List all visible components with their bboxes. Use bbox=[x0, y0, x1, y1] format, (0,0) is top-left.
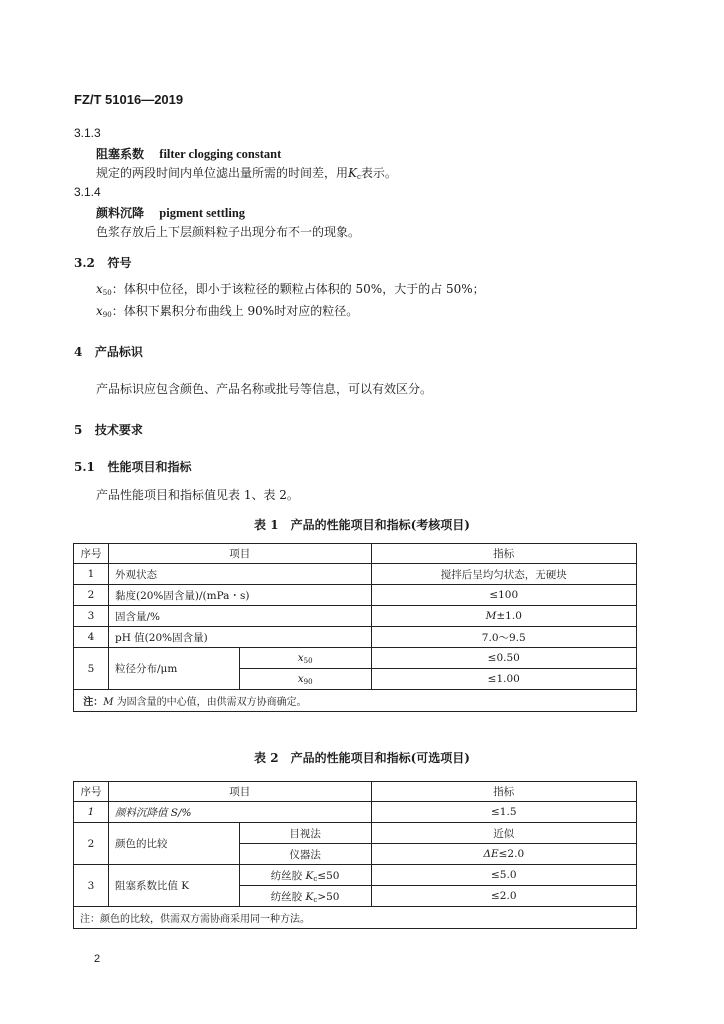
section-title: 技术要求 bbox=[94, 423, 143, 437]
symbol-k: K bbox=[305, 869, 314, 882]
section-3-2-heading bbox=[74, 254, 131, 271]
subitem-text: 纺丝胶 bbox=[270, 890, 303, 903]
table-row bbox=[74, 865, 637, 886]
term-filter-clogging bbox=[96, 145, 281, 162]
table-row bbox=[74, 564, 637, 585]
cell-item: 外观状态 bbox=[108, 564, 371, 585]
symbol-x: x bbox=[96, 282, 103, 296]
cell-no: 2 bbox=[74, 585, 109, 606]
header-index: 指标 bbox=[371, 782, 637, 802]
symbol-k: K bbox=[348, 166, 357, 180]
cell-index: 搅拌后呈均匀状态，无硬块 bbox=[371, 564, 637, 585]
cell-no: 5 bbox=[74, 648, 109, 690]
symbol-delta-e: ΔE bbox=[483, 848, 499, 860]
symbol-description: ：体积下累积分布曲线上 90%时对应的粒径。 bbox=[111, 304, 359, 318]
cell-subitem bbox=[239, 648, 371, 669]
symbol-subscript: 50 bbox=[102, 289, 112, 297]
table-row bbox=[74, 585, 637, 606]
table-1-caption: 表 1 产品的性能项目和指标(考核项目) bbox=[254, 518, 470, 532]
table-header-row bbox=[74, 782, 637, 802]
cell-index: ≤100 bbox=[371, 585, 637, 606]
cell-no: 2 bbox=[74, 823, 109, 865]
definition-pigment-settling: 色浆存放后上下层颜料粒子出现分布不一的现象。 bbox=[96, 225, 361, 239]
cell-index: ≤5.0 bbox=[371, 865, 637, 886]
page-number: 2 bbox=[94, 953, 101, 965]
cell-no: 4 bbox=[74, 627, 109, 648]
table-note-row bbox=[74, 907, 637, 929]
symbol-subscript: c bbox=[313, 895, 318, 904]
section-title: 符号 bbox=[107, 256, 132, 270]
symbol-description: ：体积中位径，即小于该粒径的颗粒占体积的 50%，大于的占 50%； bbox=[111, 282, 485, 296]
cell-no: 1 bbox=[74, 564, 109, 585]
cell-item: 粒径分布/μm bbox=[108, 648, 239, 690]
symbol-subscript: c bbox=[356, 173, 361, 181]
cell-subitem: 仪器法 bbox=[239, 844, 371, 865]
subitem-condition: ≤50 bbox=[317, 869, 340, 882]
cell-no: 3 bbox=[74, 865, 109, 907]
table-note-row bbox=[74, 690, 637, 712]
section-3-1-3-number: 3.1.3 bbox=[74, 126, 101, 140]
index-value: ≤2.0 bbox=[498, 848, 525, 860]
cell-item: 颜色的比较 bbox=[108, 823, 239, 865]
header-item: 项目 bbox=[108, 544, 371, 564]
cell-index bbox=[371, 606, 637, 627]
section-4-text: 产品标识应包含颜色、产品名称或批号等信息，可以有效区分。 bbox=[96, 382, 433, 396]
symbol-subscript: 50 bbox=[303, 656, 313, 665]
symbol-k: K bbox=[305, 890, 314, 903]
cell-subitem bbox=[239, 886, 371, 907]
cell-index: ≤0.50 bbox=[371, 648, 637, 669]
document-id: FZ/T 51016—2019 bbox=[74, 92, 184, 107]
cell-no: 1 bbox=[74, 802, 109, 823]
cell-item: pH 值(20%固含量) bbox=[108, 627, 371, 648]
symbol-subscript: 90 bbox=[303, 677, 313, 686]
cell-subitem bbox=[239, 669, 371, 690]
symbol-subscript: c bbox=[313, 874, 318, 883]
section-5-1-heading bbox=[74, 458, 191, 475]
section-number: 3.2 bbox=[74, 256, 95, 270]
definition-text: 规定的两段时间内单位滤出量所需的时间差，用 bbox=[96, 166, 349, 180]
table-row bbox=[74, 823, 637, 844]
term-en: filter clogging constant bbox=[159, 147, 282, 161]
cell-item: 黏度(20%固含量)/(mPa・s) bbox=[108, 585, 371, 606]
cell-index: ≤1.00 bbox=[371, 669, 637, 690]
note-label: 注： bbox=[83, 697, 104, 708]
cell-item: 颜料沉降值 S/% bbox=[108, 802, 371, 823]
section-3-1-4-number: 3.1.4 bbox=[74, 185, 101, 199]
subitem-condition: >50 bbox=[317, 890, 340, 903]
table-2-caption: 表 2 产品的性能项目和指标(可选项目) bbox=[254, 751, 470, 765]
section-title: 产品标识 bbox=[94, 345, 143, 359]
cell-subitem: 目视法 bbox=[239, 823, 371, 844]
term-en: pigment settling bbox=[159, 206, 246, 220]
cell-index: ≤2.0 bbox=[371, 886, 637, 907]
cell-index: 7.0～9.5 bbox=[371, 627, 637, 648]
section-5-heading bbox=[74, 421, 143, 438]
symbol-x: x bbox=[297, 651, 304, 664]
table-note bbox=[74, 690, 637, 712]
header-no: 序号 bbox=[74, 544, 109, 564]
section-title: 性能项目和指标 bbox=[107, 460, 192, 474]
cell-index bbox=[371, 844, 637, 865]
section-number: 5.1 bbox=[74, 460, 95, 474]
symbol-x90-line bbox=[96, 302, 358, 319]
table-row bbox=[74, 648, 637, 669]
cell-no: 3 bbox=[74, 606, 109, 627]
definition-filter-clogging bbox=[96, 164, 397, 181]
section-5-1-text: 产品性能项目和指标值见表 1、表 2。 bbox=[96, 488, 299, 502]
cell-index: 近似 bbox=[371, 823, 637, 844]
symbol-subscript: 90 bbox=[102, 311, 112, 319]
section-4-heading bbox=[74, 343, 143, 360]
header-no: 序号 bbox=[74, 782, 109, 802]
term-cn: 颜料沉降 bbox=[96, 206, 145, 220]
symbol-x: x bbox=[96, 304, 103, 318]
term-pigment-settling bbox=[96, 204, 245, 221]
tolerance-text: ±1.0 bbox=[496, 610, 522, 622]
table-2 bbox=[73, 781, 637, 929]
table-header-row bbox=[74, 544, 637, 564]
symbol-m: M bbox=[485, 610, 497, 622]
table-row bbox=[74, 802, 637, 823]
symbol-x50-line bbox=[96, 280, 485, 297]
table-row bbox=[74, 627, 637, 648]
subitem-text: 纺丝胶 bbox=[270, 869, 303, 882]
header-item: 项目 bbox=[108, 782, 371, 802]
section-number: 5 bbox=[74, 423, 83, 437]
note-text: 为固含量的中心值，由供需双方协商确定。 bbox=[116, 697, 307, 708]
definition-text-end: 表示。 bbox=[360, 166, 397, 180]
cell-index: ≤1.5 bbox=[371, 802, 637, 823]
section-number: 4 bbox=[74, 345, 83, 359]
table-row bbox=[74, 606, 637, 627]
header-index: 指标 bbox=[371, 544, 637, 564]
table-1 bbox=[73, 543, 637, 712]
term-cn: 阻塞系数 bbox=[96, 147, 145, 161]
cell-item: 阻塞系数比值 K bbox=[108, 865, 239, 907]
symbol-m: M bbox=[103, 697, 114, 708]
table-note: 注：颜色的比较，供需双方需协商采用同一种方法。 bbox=[74, 907, 637, 929]
cell-item: 固含量/% bbox=[108, 606, 371, 627]
symbol-x: x bbox=[297, 672, 304, 685]
cell-subitem bbox=[239, 865, 371, 886]
